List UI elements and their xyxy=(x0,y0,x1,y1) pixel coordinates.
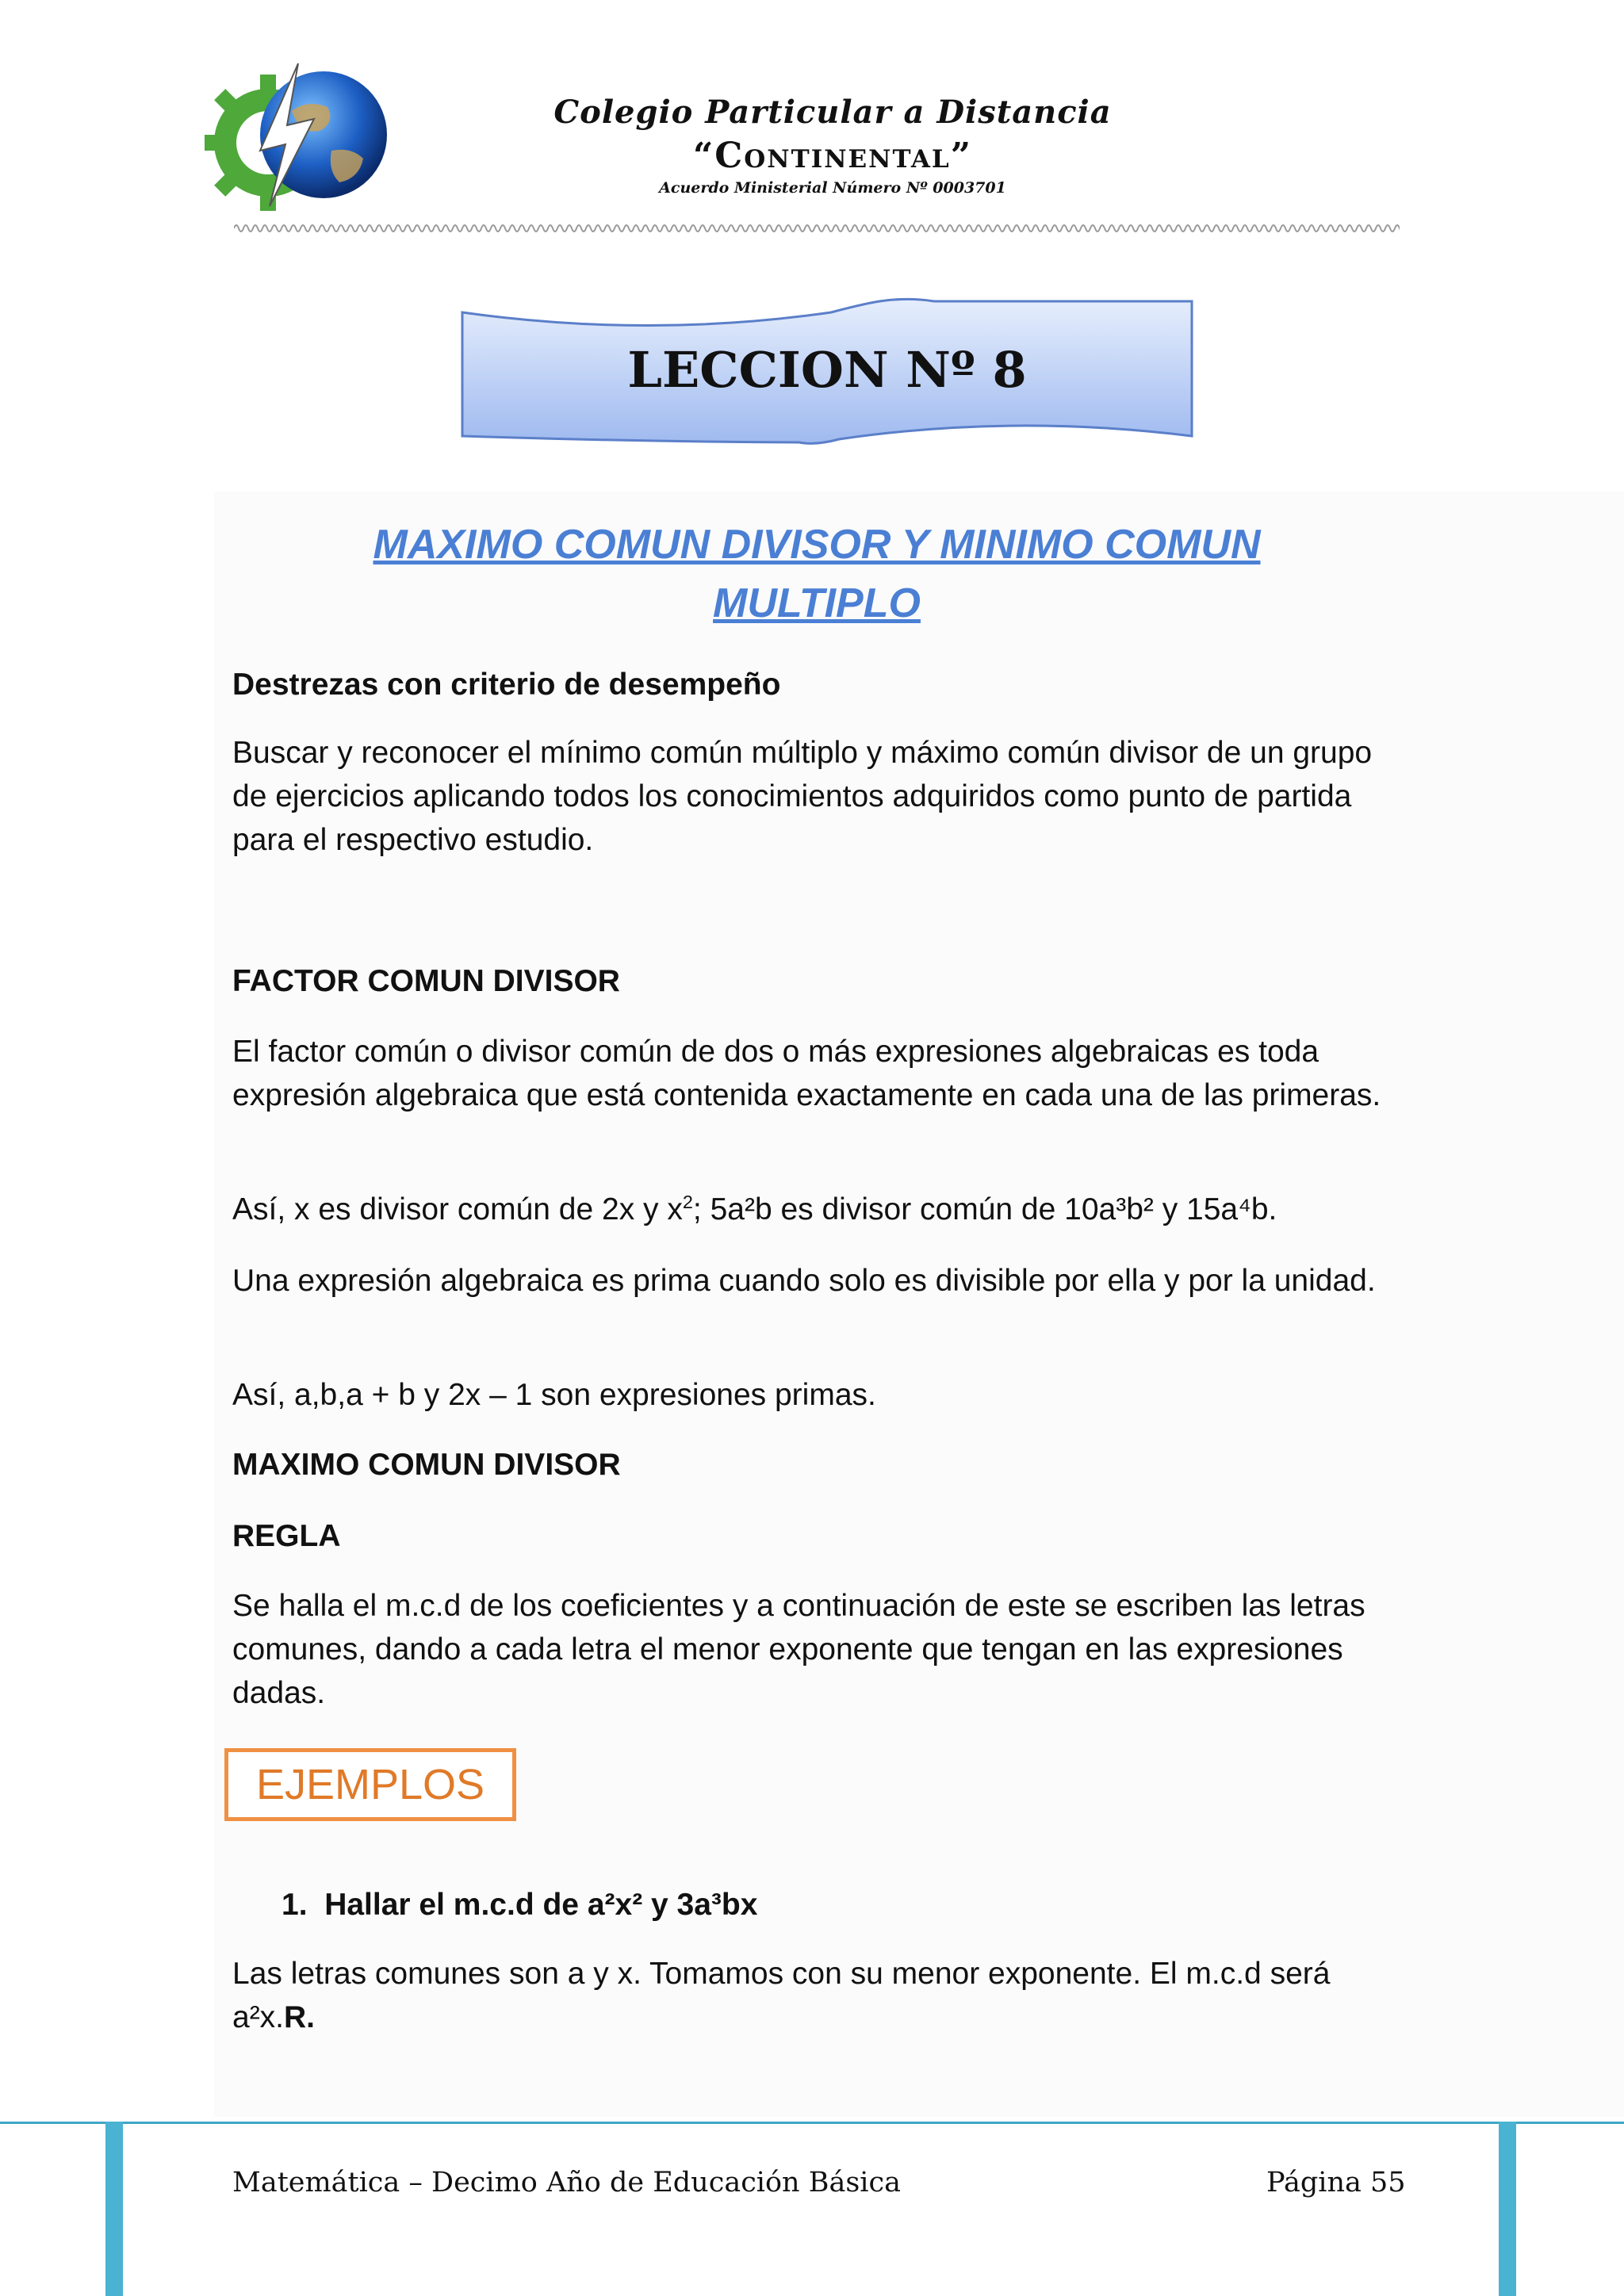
asi-divisor-comun xyxy=(232,1188,1406,1231)
main-title-line2: MULTIPLO xyxy=(713,580,921,626)
main-title xyxy=(262,515,1372,633)
destrezas-text: Buscar y reconocer el mínimo común múltiplo y máximo común divisor de un grupo de ejercicios aplicando todos los conocimientos adquiridos como punto de partida para el respectivo estudio. xyxy=(232,736,1373,857)
factor-comun-text: El factor común o divisor común de dos o más expresiones algebraicas es toda expresión algebraica que está contenida exactamente en cada una de las primeras. xyxy=(232,1035,1381,1112)
school-name-line2: “Continental” xyxy=(692,136,973,176)
destrezas-heading: Destrezas con criterio de desempeño xyxy=(232,668,781,702)
factor-comun-heading: FACTOR COMUN DIVISOR xyxy=(232,964,620,998)
asi-part-a: Así, x es divisor común de 2x y x xyxy=(232,1192,683,1226)
footer-right-bar xyxy=(1499,2122,1516,2296)
regla-heading: REGLA xyxy=(232,1519,341,1553)
example-1-number: 1. xyxy=(282,1888,308,1922)
regla-text: Se halla el m.c.d de los coeficientes y a continuación de este se escriben las letras comunes, dando a cada letra el menor exponente que tengan en las expresiones dadas. xyxy=(232,1589,1365,1710)
asi-part-b: ; 5a²b es divisor común de 10a³b² y 15a⁴b. xyxy=(692,1192,1277,1226)
footer-subject: Matemática – Decimo Año de Educación Básica xyxy=(232,2167,901,2198)
footer-rule xyxy=(0,2122,1624,2124)
asi-primas: Así, a,b,a + b y 2x – 1 son expresiones primas. xyxy=(232,1378,876,1412)
main-title-line1: MAXIMO COMUN DIVISOR Y MINIMO COMUN xyxy=(373,522,1261,568)
page-number: Página 55 xyxy=(1266,2167,1406,2198)
prima-text: Una expresión algebraica es prima cuando solo es divisible por ella y por la unidad. xyxy=(232,1264,1376,1298)
ejemplos-box: EJEMPLOS xyxy=(224,1748,516,1821)
school-name-line1: Colegio Particular a Distancia xyxy=(553,94,1112,131)
mcd-heading: MAXIMO COMUN DIVISOR xyxy=(232,1448,621,1482)
example-1-text xyxy=(232,1952,1406,2039)
asi-exponent: 2 xyxy=(682,1192,693,1212)
example-1-title xyxy=(282,1883,1455,1927)
example-1-explanation: Las letras comunes son a y x. Tomamos con su menor exponente. El m.c.d será a²x. xyxy=(232,1957,1331,2034)
school-name xyxy=(476,94,1189,197)
example-1-statement: Hallar el m.c.d de a²x² y 3a³bx xyxy=(324,1888,758,1922)
footer-left-bar xyxy=(105,2122,123,2296)
gear-globe-logo-icon xyxy=(205,55,391,214)
ministerial-agreement: Acuerdo Ministerial Número Nº 0003701 xyxy=(659,179,1006,197)
header-divider xyxy=(234,220,1400,236)
example-1-answer-mark: R. xyxy=(284,2000,316,2034)
lesson-title: LECCION Nº 8 xyxy=(627,341,1027,399)
